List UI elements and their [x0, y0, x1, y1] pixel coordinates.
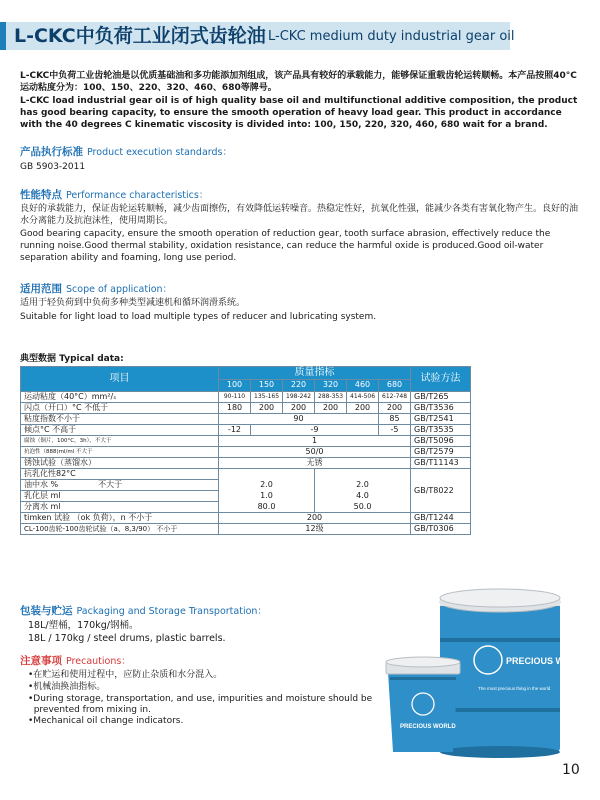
table-row	[21, 403, 471, 414]
precaution-line: prevented from mixing in.	[28, 705, 151, 715]
item-cell: timken 试验 （ok 负荷），n 不小于	[21, 513, 219, 524]
value-cell: 200	[219, 513, 411, 524]
precautions-heading-cn: 注意事项	[20, 655, 62, 667]
intro-en: L-CKC load industrial gear oil is of high quality base oil and multifunctional additive composition, the product has good bearing capacity, to ensure the smooth operation of heavy load gear. This product in accordance with the 40 degrees C kinematic viscosity is divided into: 100, 150, 220, 320, 460, 680 wait for a brand.	[20, 96, 578, 130]
value-cell: 90	[219, 414, 379, 425]
item-cell: 锈蚀试验（蒸馏水）	[21, 458, 219, 469]
table-row	[21, 524, 471, 535]
method-cell: GB/T11143	[411, 458, 471, 469]
item-cell: CL-100齿轮-100齿轮试验（a、8,3/90） 不小于	[21, 524, 219, 535]
table-row	[21, 513, 471, 524]
value-cell: 200	[347, 403, 379, 414]
item-cell: 闪点（开口）°C 不低于	[21, 403, 219, 414]
value-cell: 288-353	[315, 392, 347, 403]
oil-water-note: 不大于	[98, 480, 123, 489]
header-quality: 质量指标	[219, 367, 411, 380]
packaging-heading-en: Packaging and Storage Transportation：	[76, 606, 267, 617]
product-image	[360, 580, 590, 760]
product-title-en: L-CKC medium duty industrial gear oil	[268, 29, 515, 44]
value-cell: 200	[251, 403, 283, 414]
standards-value: GB 5903-2011	[20, 162, 86, 172]
value-cell: 50/0	[219, 447, 411, 458]
standards-heading-cn: 产品执行标准	[20, 146, 83, 158]
item-cell: 腐蚀（铜片，100°C，3h），不大于	[21, 436, 219, 447]
standards-heading-en: Product execution standards：	[87, 147, 232, 158]
standards-heading	[20, 145, 232, 160]
grade-cell: 460	[347, 379, 379, 392]
packaging-heading-cn: 包装与贮运	[20, 605, 73, 617]
item-cell: 抗乳化性82°C	[21, 469, 219, 480]
value-cell: 200	[379, 403, 411, 414]
header-item: 项目	[21, 367, 219, 392]
grade-cell: 150	[251, 379, 283, 392]
method-cell: GB/T5096	[411, 436, 471, 447]
packaging-heading	[20, 604, 267, 619]
performance-heading	[20, 188, 208, 203]
value-cell: 180	[219, 403, 251, 414]
precautions-heading	[20, 654, 131, 669]
oil-water-label: 油中水 %	[24, 480, 59, 489]
item-cell: 运动粘度（40°C）mm²/ₛ	[21, 392, 219, 403]
value-cell: 2.0	[219, 480, 315, 491]
value-cell: 414-506	[347, 392, 379, 403]
value-cell: 12级	[219, 524, 411, 535]
title-accent-bar	[0, 22, 6, 50]
table-row	[21, 425, 471, 436]
application-text-en: Suitable for light load to load multiple types of reducer and lubricating system.	[20, 312, 377, 322]
performance-text-en: Good bearing capacity, ensure the smooth operation of reduction gear, tooth surface abrasion, effectively reduce the running noise.Good thermal stability, oxidation resistance, can reduce the harmful oxide is produced.Good oil-water separation ability and foaming, long use period.	[20, 229, 551, 263]
value-cell: 612-748	[379, 392, 411, 403]
application-text-cn: 适用于轻负荷到中负荷多种类型减速机和循环润滑系统。	[20, 298, 246, 308]
grade-cell: 680	[379, 379, 411, 392]
table-row	[21, 458, 471, 469]
precaution-line: •机械油换油指标。	[28, 682, 106, 692]
item-cell	[21, 480, 219, 491]
value-cell: 135-165	[251, 392, 283, 403]
value-cell: -9	[251, 425, 379, 436]
value-cell: 200	[283, 403, 315, 414]
value-cell: 50.0	[315, 502, 411, 513]
value-cell: 1	[219, 436, 411, 447]
precaution-line: •During storage, transportation, and use, impurities and moisture should be	[28, 694, 373, 704]
item-cell: 倾点°C 不高于	[21, 425, 219, 436]
value-cell: 无锈	[219, 458, 411, 469]
packaging-line-en: 18L / 170kg / steel drums, plastic barrels.	[28, 633, 226, 644]
method-cell: GB/T1244	[411, 513, 471, 524]
method-cell: GB/T0306	[411, 524, 471, 535]
value-cell: 4.0	[315, 491, 411, 502]
method-cell: GB/T8022	[411, 469, 471, 513]
application-heading-cn: 适用范围	[20, 283, 62, 295]
item-cell: 抗泡性（888)ml/ml 不大于	[21, 447, 219, 458]
grade-cell: 100	[219, 379, 251, 392]
plastic-pail-image	[386, 657, 460, 752]
value-cell: 90-110	[219, 392, 251, 403]
method-cell: GB/T2541	[411, 414, 471, 425]
table-row	[21, 502, 471, 513]
item-cell: 分离水 ml	[21, 502, 219, 513]
precaution-line: •在贮运和使用过程中，应防止杂质和水分混入。	[28, 670, 223, 680]
drum-slogan-text: The most precious thing in the world	[478, 686, 551, 691]
performance-text-cn: 良好的承载能力，保证齿轮运转顺畅，减少齿面擦伤，有效降低运转噪音。热稳定性好，抗氧化性强，能减少各类有害氧化物产生。良好的油水分离能力及抗泡沫性，使用周期长。	[20, 204, 579, 226]
value-cell: -5	[379, 425, 411, 436]
table-header-row	[21, 367, 471, 380]
precautions-heading-en: Precautions：	[66, 656, 131, 667]
method-cell: GB/T265	[411, 392, 471, 403]
intro-cn: L-CKC中负荷工业齿轮油是以优质基础油和多功能添加剂组成，该产品具有较好的承载能力，能够保证重载齿轮运转顺畅。本产品按照40°C运动粘度分为：100、150、220、320、460、680等牌号。	[20, 71, 577, 93]
table-row	[21, 392, 471, 403]
table-row	[21, 447, 471, 458]
item-cell: 粘度指数不小于	[21, 414, 219, 425]
method-cell: GB/T3536	[411, 403, 471, 414]
table-row	[21, 436, 471, 447]
value-cell: -12	[219, 425, 251, 436]
drum-brand-text: PRECIOUS WORLD	[506, 656, 590, 666]
performance-heading-en: Performance characteristics：	[66, 190, 209, 201]
product-title-cn: L-CKC中负荷工业闭式齿轮油	[14, 25, 266, 47]
value-cell: 198-242	[283, 392, 315, 403]
value-cell: 2.0	[315, 480, 411, 491]
table-row	[21, 469, 471, 480]
performance-heading-cn: 性能特点	[20, 189, 62, 201]
value-cell: 1.0	[219, 491, 315, 502]
page-number: 10	[562, 762, 580, 778]
table-row	[21, 491, 471, 502]
header-method: 试验方法	[411, 367, 471, 392]
packaging-line-cn: 18L/塑桶，170kg/钢桶。	[28, 620, 139, 631]
application-heading	[20, 282, 172, 297]
typical-data-table	[20, 366, 471, 535]
grade-cell: 220	[283, 379, 315, 392]
method-cell: GB/T3535	[411, 425, 471, 436]
value-cell: 85	[379, 414, 411, 425]
value-cell: 200	[315, 403, 347, 414]
typical-data-title: 典型数据 Typical data:	[20, 354, 124, 364]
steel-drum-image	[440, 589, 590, 758]
grade-cell: 320	[315, 379, 347, 392]
application-heading-en: Scope of application：	[66, 284, 173, 295]
table-row	[21, 480, 471, 491]
value-cell: 80.0	[219, 502, 315, 513]
pail-brand-text: PRECIOUS WORLD	[400, 724, 456, 730]
table-row	[21, 414, 471, 425]
method-cell: GB/T2579	[411, 447, 471, 458]
item-cell: 乳化层 ml	[21, 491, 219, 502]
precaution-line: •Mechanical oil change indicators.	[28, 716, 184, 726]
